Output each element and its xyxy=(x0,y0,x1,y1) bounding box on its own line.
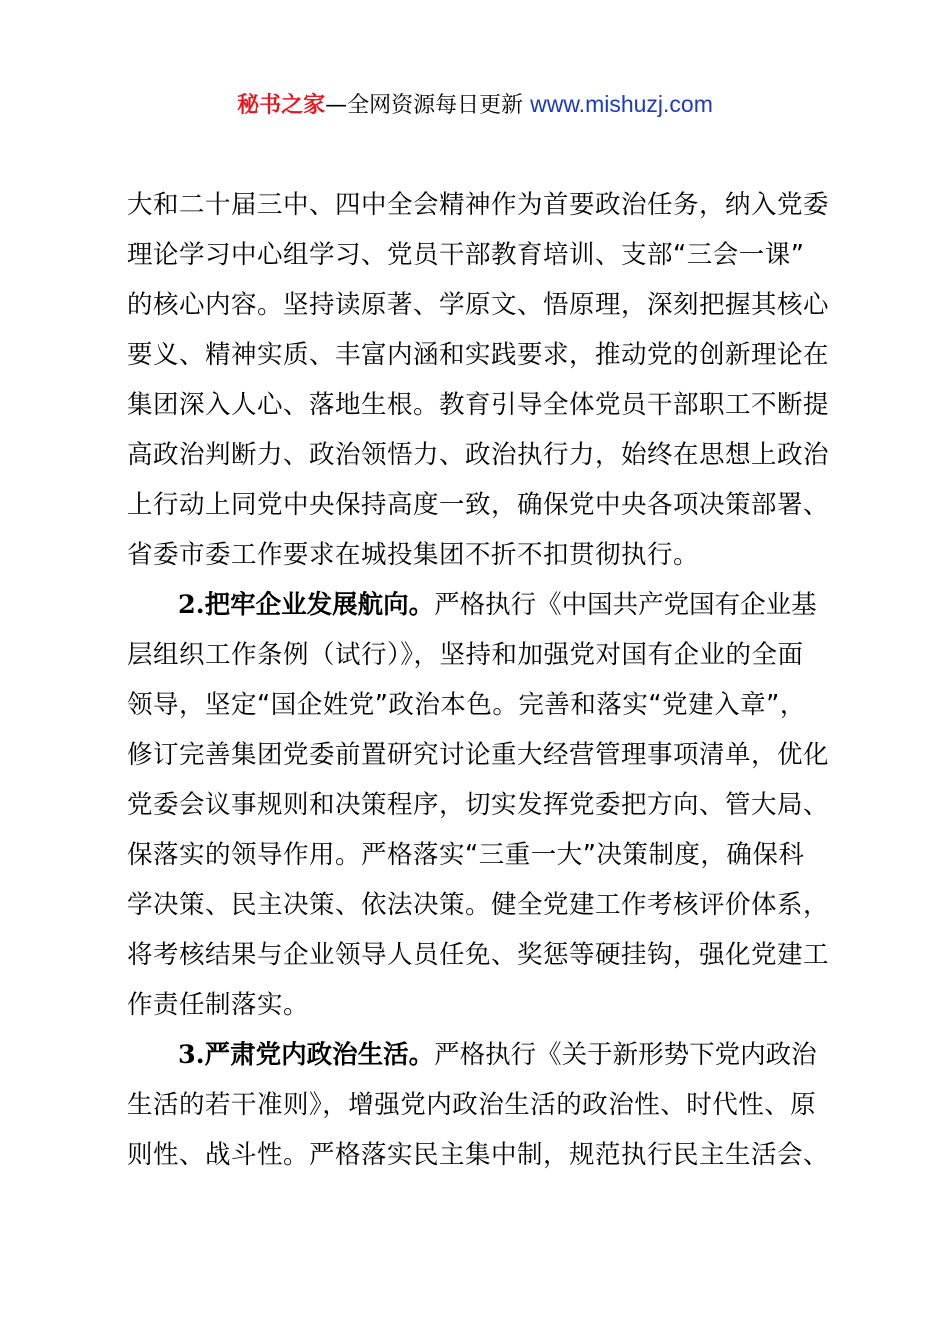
site-header xyxy=(0,86,950,124)
paragraph-2-line: 层组织工作条例（试行）》，坚持和加强党对国有企业的全面 xyxy=(127,640,804,670)
paragraph-2-line: 修订完善集团党委前置研究讨论重大经营管理事项清单，优化 xyxy=(127,740,830,770)
paragraph-2-line: 党委会议事规则和决策程序，切实发挥党委把方向、管大局、 xyxy=(127,790,830,820)
paragraph-3-line: 则性、战斗性。严格落实民主集中制，规范执行民主生活会、 xyxy=(127,1140,830,1170)
paragraph-3-number: 3. xyxy=(178,1040,205,1070)
paragraph-3-heading: 严肃党内政治生活。 xyxy=(204,1040,435,1070)
paragraph-2-line: 领导，坚定“国企姓党”政治本色。完善和落实“党建入章”， xyxy=(127,690,806,720)
paragraph-1-line: 大和二十届三中、四中全会精神作为首要政治任务，纳入党委 xyxy=(127,190,830,220)
paragraph-2-line: 将考核结果与企业领导人员任免、奖惩等硬挂钩，强化党建工 xyxy=(127,940,830,970)
document-body xyxy=(127,180,847,1180)
site-url-link[interactable]: www.mishuzj.com xyxy=(530,91,713,117)
paragraph-2-line: 学决策、民主决策、依法决策。健全党建工作考核评价体系， xyxy=(127,890,830,920)
paragraph-2-number: 2. xyxy=(178,590,205,620)
paragraph-1-line: 高政治判断力、政治领悟力、政治执行力，始终在思想上政治 xyxy=(127,440,830,470)
paragraph-2-line: 保落实的领导作用。严格落实“三重一大”决策制度，确保科 xyxy=(127,840,805,870)
paragraph-3-first-line xyxy=(127,1030,847,1080)
paragraph-1-line: 的核心内容。坚持读原著、学原文、悟原理，深刻把握其核心 xyxy=(127,290,830,320)
paragraph-2-line: 作责任制落实。 xyxy=(127,990,310,1020)
paragraph-1-line: 理论学习中心组学习、党员干部教育培训、支部“三会一课” xyxy=(127,240,805,270)
paragraph-1-line: 上行动上同党中央保持高度一致，确保党中央各项决策部署、 xyxy=(127,490,830,520)
site-tagline: —全网资源每日更新 xyxy=(325,93,531,118)
paragraph-3-first-line-text: 严格执行《关于新形势下党内政治 xyxy=(434,1040,817,1070)
paragraph-1-line: 省委市委工作要求在城投集团不折不扣贯彻执行。 xyxy=(127,540,700,570)
paragraph-1-line: 要义、精神实质、丰富内涵和实践要求，推动党的创新理论在 xyxy=(127,340,830,370)
site-brand: 秘书之家 xyxy=(237,93,326,118)
paragraph-1-line: 集团深入人心、落地生根。教育引导全体党员干部职工不断提 xyxy=(127,390,830,420)
paragraph-2-heading: 把牢企业发展航向。 xyxy=(204,590,435,620)
paragraph-2-first-line xyxy=(127,580,847,630)
paragraph-2-first-line-text: 严格执行《中国共产党国有企业基 xyxy=(434,590,817,620)
paragraph-3-line: 生活的若干准则》，增强党内政治生活的政治性、时代性、原 xyxy=(127,1090,817,1120)
